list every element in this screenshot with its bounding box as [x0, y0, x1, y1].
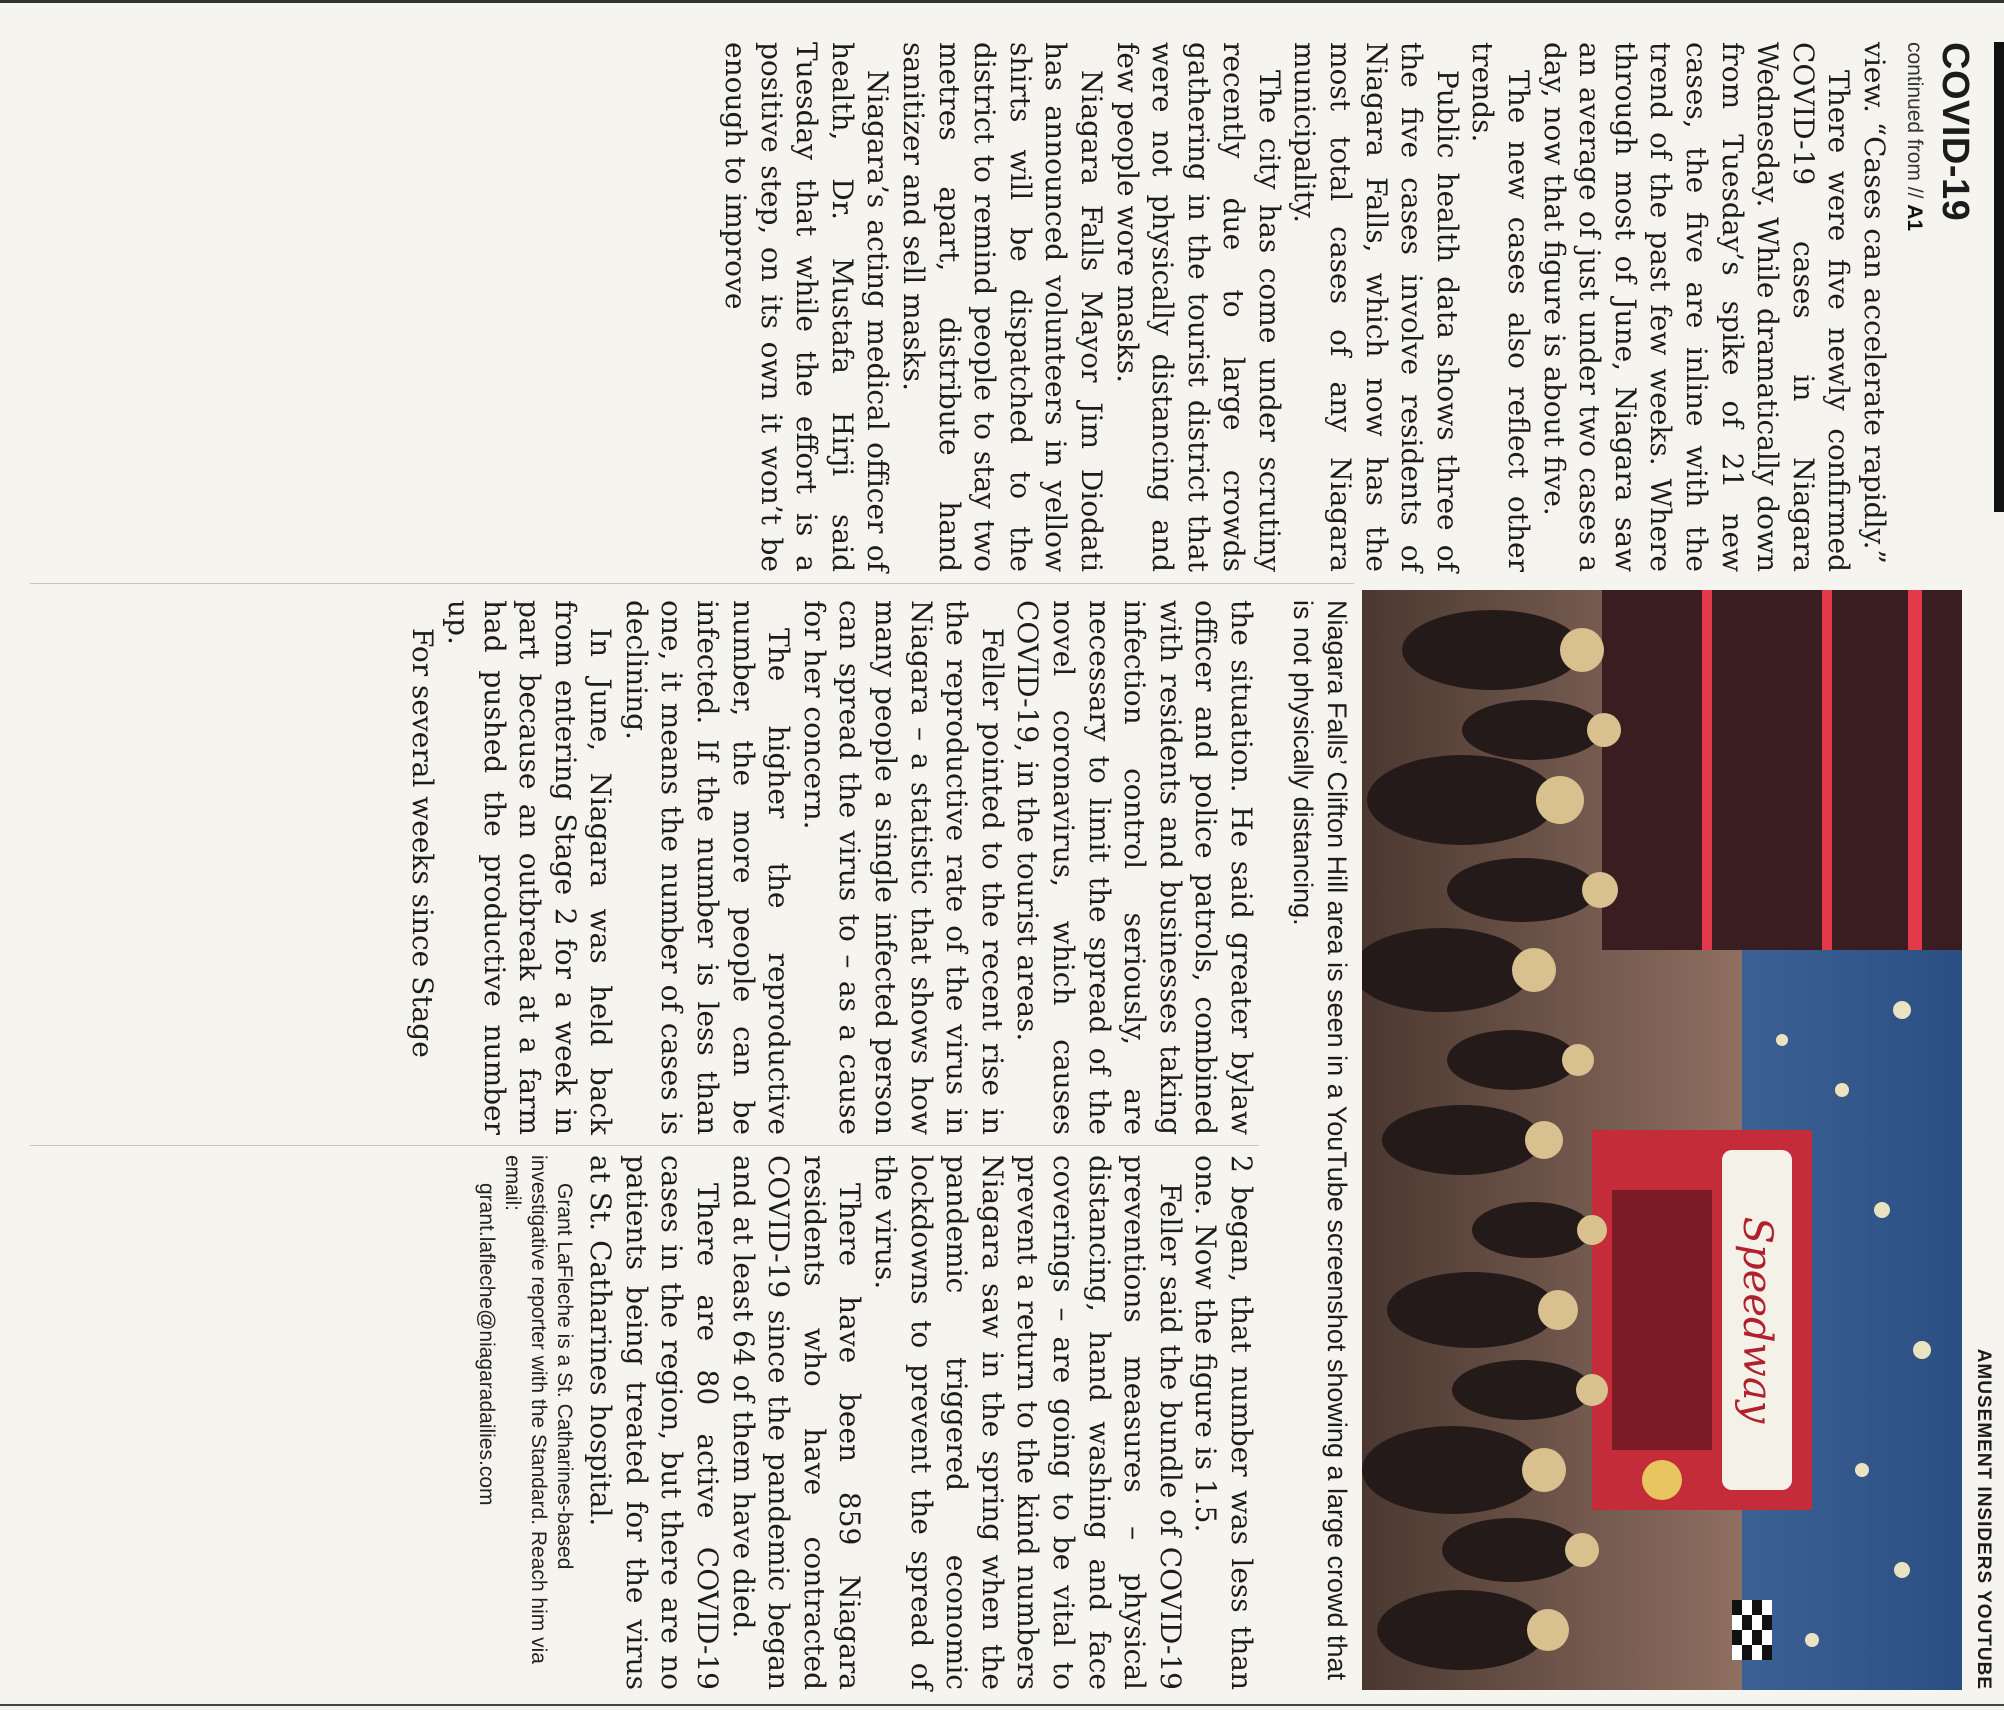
article-paragraph: Niagara Falls Mayor Jim Diodati has announced volunteers in yellow shirts will be dispatched to the district to remind people to stay two metres apart, distribute hand sanitizer and sell masks. — [896, 42, 1108, 572]
crowd-photo-illustration — [1362, 590, 1962, 1690]
article-paragraph: There are 80 active COVID-19 cases in the region, but there are no patients being treated for the virus at St. Catharines hospital. — [584, 1155, 725, 1690]
photo-credit: AMUSEMENT INSIDERS YOUTUBE — [1973, 1348, 1994, 1690]
article-paragraph: Public health data shows three of the five cases involve residents of Niagara Falls, which now has the most total cases of any Niagara municipality. — [1288, 42, 1464, 572]
author-bio — [473, 1155, 577, 1690]
article-column-1 — [717, 42, 1892, 572]
article-paragraph: The city has come under scrutiny recently due to large crowds gathering in the tourist district that were not physically distancing and few people wore masks. — [1110, 42, 1286, 572]
article-paragraph: For several weeks since Stage — [406, 628, 440, 1058]
column-divider — [30, 1145, 1259, 1146]
article-paragraph: 2 began, that number was less than one. Now the figure is 1.5. — [1189, 1155, 1258, 1690]
column-divider — [30, 583, 1354, 584]
article-column-3 — [473, 1155, 1259, 1690]
article-paragraph: the situation. He said greater bylaw officer and police patrols, combined with residents and businesses taking infection control seriously, are necessary to limit the spread of the novel coronavirus, which causes COVID-19, in the tourist areas. — [1011, 600, 1258, 1135]
page-edge-rule-right — [0, 1704, 2004, 1706]
article-paragraph: Feller pointed to the recent rise in the reproductive rate of the virus in Niagara – a statistic that shows how many people a single infected person can spread the virus to – as a cause for her concern. — [797, 600, 1009, 1135]
article-paragraph: There have been 859 Niagara residents who have contracted COVID-19 since the pandemic began and at least 64 of them have died. — [726, 1155, 867, 1690]
kicker-rule — [1994, 42, 2004, 512]
continued-from-page: A1 — [1903, 204, 1926, 232]
article-column-2 — [405, 600, 1259, 1135]
article-paragraph: Niagara’s acting medical officer of health, Dr. Mustafa Hirji said Tuesday that while the effort is a positive step, on its own it won’t be enough to improve — [719, 42, 895, 572]
continued-from-label: continued from // — [1903, 42, 1926, 199]
article-paragraph: view. “Cases can accelerate rapidly.” — [1858, 42, 1891, 564]
news-photo — [1362, 590, 1962, 1690]
continued-from-line — [1902, 42, 1926, 231]
page-edge-rule — [0, 0, 2004, 3]
author-email: grant.lafleche@niagaradailies.com — [474, 1183, 498, 1506]
section-kicker: COVID-19 — [1934, 42, 1976, 222]
article-paragraph: There were five newly confirmed COVID-19 cases in Niagara Wednesday. While dramatically down from Tuesday’s spike of 21 new cases, the five are inline with the trend of the past few weeks. Where through most of June, Niagara saw an average of just under two cases a day, now that figure is about five. — [1537, 42, 1856, 572]
author-bio-text: Grant LaFleche is a St. Catharines-based investigative reporter with the Standard. Reach him via email: — [500, 1155, 576, 1664]
article-paragraph: In June, Niagara was held back from entering Stage 2 for a week in part because an outbreak at a farm had pushed the productive number up. — [441, 600, 618, 1135]
article-paragraph: The new cases also reflect other trends. — [1466, 42, 1536, 572]
article-paragraph: The higher the reproductive number, the more people can be infected. If the number is less than one, it means the number of cases is declining. — [619, 600, 796, 1135]
photo-caption: Niagara Falls’ Clifton Hill area is seen in a YouTube screenshot showing a large crowd that is not physically distancing. — [1288, 600, 1352, 1681]
speedway-sign-text: Speedway — [1734, 1216, 1780, 1424]
article-paragraph: Feller said the bundle of COVID-19 preventions measures – physical distancing, hand washing and face coverings – are going to be vital to prevent a return to the kind numbers Niagara saw in the spring when the pandemic triggered economic lockdowns to prevent the spread of the virus. — [869, 1155, 1187, 1690]
